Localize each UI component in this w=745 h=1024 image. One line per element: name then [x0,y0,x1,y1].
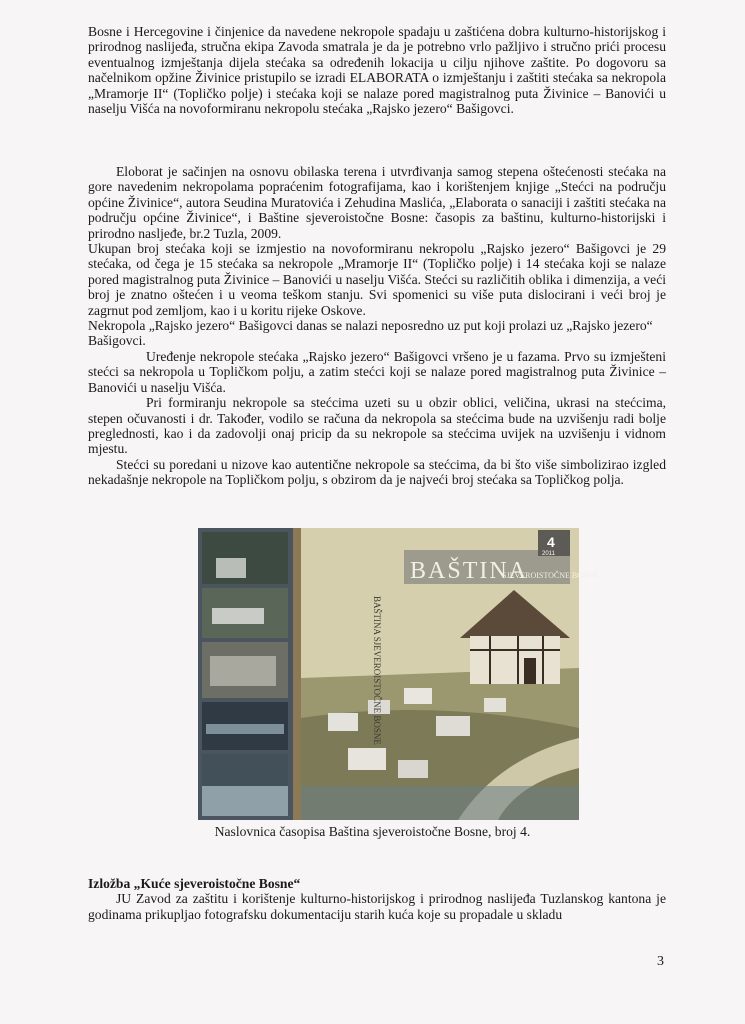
magazine-cover-image [198,528,599,820]
paragraph-1: Bosne i Hercegovine i činjenice da navedene nekropole spadaju u zaštićena dobra kulturno-historijskog i prirodnog naslijeđa, stručna ekipa Zavoda smatrala je da je potrebno vrlo pažljivo i stručno prići procesu eventualnog izmještanja dijela stećaka sa određenih lokacija u cilju njihove zaštite. Po dogovoru sa načelnikom opžine Živinice pristupilo se izradi ELABORATA o izmještanju i zaštiti stećaka sa nekropola „Mramorje II“ (Topličko polje) i stećaka koji se nalaze pored magistralnog puta Živinice – Banovići u naselju Višća na novoformiranu nekropolu stećaka „Rajsko jezero“ Bašigovci. [88,24,666,117]
stecak-stone [328,713,358,731]
magazine-title: BAŠTINA [410,558,529,584]
magazine-cover-photo [198,528,599,820]
page-number: 3 [657,954,664,969]
paragraph-8: JU Zavod za zaštitu i korištenje kulturno-historijskog i prirodnog naslijeđa Tuzlanskog kantona je godinama prikupljao fotografsku dokumentaciju starih kuća koje su propadale u skladu [88,891,666,922]
paragraph-5: Uređenje nekropole stećaka „Rajsko jezero“ Bašigovci vršeno je u fazama. Prvo su izmješteni stećci sa nekropola u Topličkom polju, a zatim stećci koji se nalaze pored magistralnog puta Živinice – Banovići u naselju Višća. [88,348,666,395]
paragraph-7: Stećci su poredani u nizove kao autentične nekropole sa stećcima, da bi što više simbolizirao izgled nekadašnje nekropole na Topličkom polju, s obzirom da je najveći broj stećaka sa Topličkog polja. [88,456,666,488]
figure-caption: Naslovnica časopisa Baština sjeveroistočne Bosne, broj 4. [214,824,531,839]
text-block-intro [88,24,666,116]
paragraph-3: Ukupan broj stećaka koji se izmjestio na novoformiranu nekropolu „Rajsko jezero“ Bašigovci je 29 stećaka, od čega je 15 stećaka sa nekropole „Mramorje II“ (Topličko polje) i 14 stećaka koji se nalaze pored magistralnog puta Živinice – Banovići u naselju Višća. Stećci su različitih oblika i dimenzija, a veći broj je znatno oštećen i u veoma teškom stanju. Svi spomenici su više puta dislocirani i veći broj je zagrnut pod zemljom, kao i u koritu rijeke Oskove. [88,241,666,318]
text-block-main [88,164,666,488]
magazine-subtitle: SJEVEROISTOČNE BOSNE [502,571,599,580]
paragraph-6: Pri formiranju nekropole sa stećcima uzeti su u obzir oblici, veličina, ukrasi na stećcima, stepen očuvanosti i dr. Također, vodilo se računa da nekropola sa stećcima bude na uzvišenju radi bolje preglednosti, kao i da zadovolji onaj pricip da su nekropole sa stećcima uvijek na uzvišenju i vidnom mjestu. [88,395,666,457]
cover-vertical-text: BAŠTINA SJEVEROISTOČNE BOSNE [372,596,382,745]
issue-number: 4 [547,534,555,550]
paragraph-4: Nekropola „Rajsko jezero“ Bašigovci danas se nalazi neposredno uz put koji prolazi uz „Rajsko jezero“ Bašigovci. [88,318,653,349]
paragraph-2: Eloborat je sačinjen na osnovu obilaska terena i utvrđivanja samog stepena oštećenosti stećaka na gore navedenim nekropolama popraćenim fotografijama, kao i korištenjem knjige „Stećci na području općine Živinice“, autora Seudina Muratovića i Zehudina Maslića, „Elaborata o sanaciji i zaštiti stećaka na području općine Živinice“, i Baštine sjeveroistočne Bosne: časopis za baštinu, kulturno-historijski i prirodno nasljeđe, br.2 Tuzla, 2009. [88,164,666,241]
text-block-exhibition [88,876,666,922]
issue-year: 2011 [542,551,555,557]
section-heading: Izložba „Kuće sjeveroistočne Bosne“ [88,876,301,891]
house-wall [470,636,560,684]
